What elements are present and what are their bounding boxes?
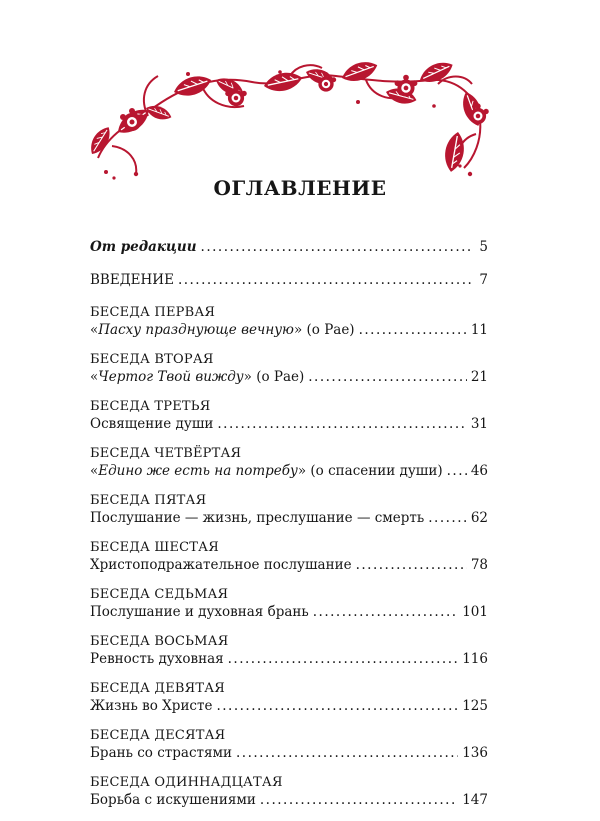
toc-entry-heading: БЕСЕДА ОДИННАДЦАТАЯ [90,775,283,790]
toc-entry-title [90,791,256,809]
toc-entry-line [90,603,488,621]
toc-entry-heading: БЕСЕДА ДЕСЯТАЯ [90,728,226,743]
page-number: 62 [470,510,488,526]
toc-title-part: » (о Рае) [293,322,355,338]
toc-entry-line [90,462,488,480]
toc-entry [90,445,488,480]
toc-entry [90,680,488,715]
page-title: ОГЛАВЛЕНИЕ [213,176,387,200]
toc-entry-title [90,415,213,433]
toc-entry [90,351,488,386]
toc-entry-line [90,791,488,809]
dot-leader [308,368,467,386]
toc-entry-heading: БЕСЕДА ДЕВЯТАЯ [90,681,225,696]
toc-entry-title [90,697,212,715]
page-number: 7 [479,272,488,288]
page-number: 46 [470,463,488,479]
toc-entry-heading: БЕСЕДА ТРЕТЬЯ [90,399,211,414]
dot-leader [228,650,459,668]
toc-title-part: Борьба с искушениями [90,792,256,808]
toc-entry-title [90,556,352,574]
toc-entry-line [90,556,488,574]
toc-entry-heading: БЕСЕДА СЕДЬМАЯ [90,587,229,602]
dot-leader [447,462,467,480]
toc-title-part: » (о спасении души) [297,463,443,479]
toc-entry-title [90,271,174,289]
toc-title-part: Послушание и духовная брань [90,604,309,620]
toc-entry [90,539,488,574]
toc-entry-title [90,744,232,762]
toc-entry-line [90,415,488,433]
toc-entry-title [90,603,309,621]
toc-entry-heading: БЕСЕДА ШЕСТАЯ [90,540,219,555]
page-number: 125 [462,698,488,714]
toc-entry-line [90,509,488,527]
toc-title-part: Послушание — жизнь, преслушание — смерть [90,510,425,526]
dot-leader [217,415,466,433]
toc-entry [90,238,488,256]
toc-entry [90,586,488,621]
dot-leader [178,271,472,289]
toc-title-part: От редакции [90,239,197,255]
toc-title-part: « [90,369,99,385]
toc-entry [90,304,488,339]
toc-entry-title [90,368,304,386]
toc-title-part: Ревность духовная [90,651,224,667]
dot-leader [236,744,458,762]
toc-entry [90,271,488,289]
page-number: 147 [462,792,488,808]
dot-leader [260,791,458,809]
toc-entry-heading: БЕСЕДА ВТОРАЯ [90,352,214,367]
toc-entry [90,633,488,668]
toc-title-part: » (о Рае) [243,369,305,385]
toc-entry-title [90,509,424,527]
page-number: 31 [470,416,488,432]
page-number: 5 [479,239,488,255]
toc-title-part: ВВЕДЕНИЕ [90,272,174,288]
toc-entry-title [90,238,197,256]
toc-entry [90,727,488,762]
toc-entry-line [90,321,488,339]
toc-entry-title [90,321,355,339]
toc-title-part: Пасху празднующе вечную [98,322,294,338]
toc-title-part: « [90,463,99,479]
page-number: 116 [462,651,488,667]
toc-entry-line [90,238,488,256]
toc-entry-line [90,650,488,668]
toc-entry-line [90,697,488,715]
page-number: 136 [462,745,488,761]
toc-title-part: Брань со страстями [90,745,232,761]
toc-title-part: Христоподражательное послушание [90,557,352,573]
toc-entry-line [90,368,488,386]
dot-leader [216,697,458,715]
toc-title-part: Чертог Твой вижду [98,369,244,385]
page-number: 11 [470,322,488,338]
dot-leader [359,321,467,339]
page-number: 78 [470,557,488,573]
toc-entry-heading: БЕСЕДА ВОСЬМАЯ [90,634,229,649]
toc-title-part: Жизнь во Христе [90,698,213,714]
toc-entry-heading: БЕСЕДА ПЯТАЯ [90,493,207,508]
toc-title-part: « [90,322,99,338]
toc-entry [90,774,488,809]
dot-leader [201,238,472,256]
dot-leader [428,509,467,527]
toc-entry-title [90,462,443,480]
toc-title-part: Освящение души [90,416,214,432]
table-of-contents [90,238,488,821]
dot-leader [356,556,467,574]
page-number: 101 [462,604,488,620]
toc-entry-heading: БЕСЕДА ПЕРВАЯ [90,305,216,320]
toc-entry [90,398,488,433]
toc-entry-heading: БЕСЕДА ЧЕТВЁРТАЯ [90,446,242,461]
floral-ornament-headpiece [84,62,496,188]
toc-entry-line [90,271,488,289]
page-number: 21 [470,369,488,385]
toc-entry [90,492,488,527]
dot-leader [313,603,458,621]
toc-entry-line [90,744,488,762]
toc-entry-title [90,650,224,668]
toc-title-part: Едино же есть на потребу [98,463,298,479]
